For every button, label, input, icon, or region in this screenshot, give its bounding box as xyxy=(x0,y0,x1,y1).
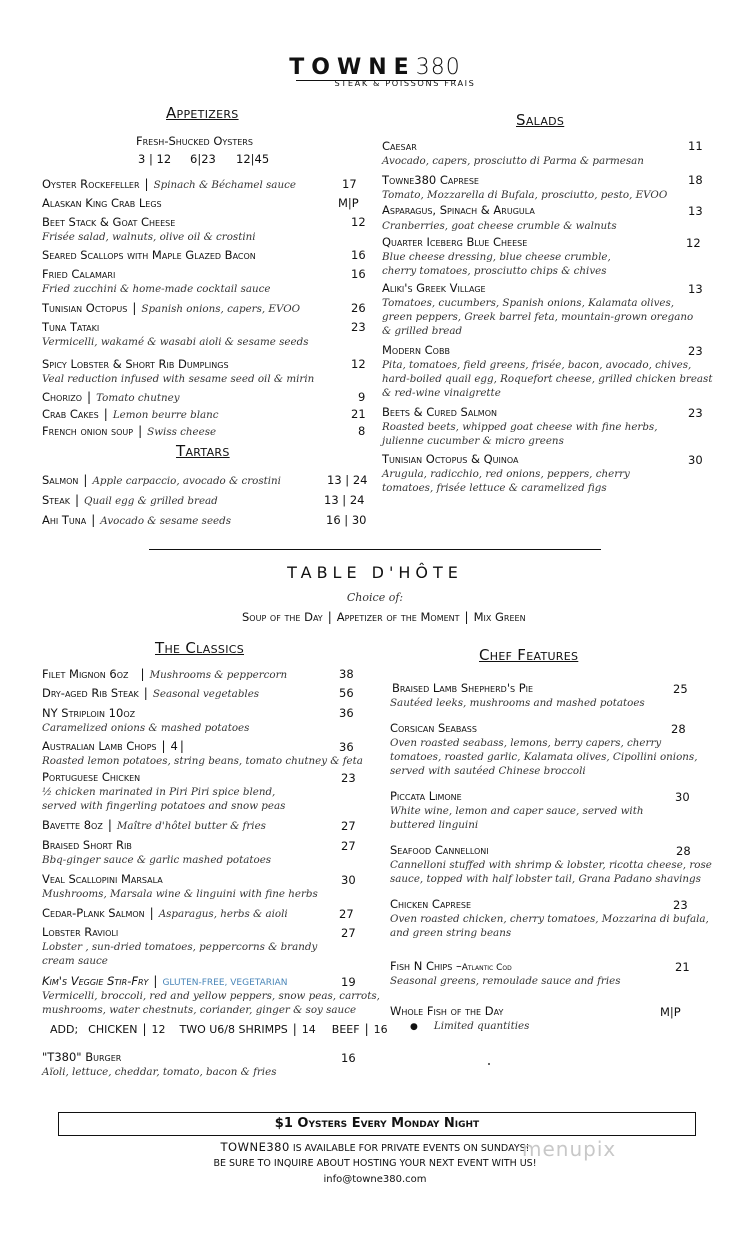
item-price: 17 xyxy=(342,177,357,191)
menu-item: Kim's Veggie Stir-Fry | GLUTEN-FREE, VEGETARIAN xyxy=(42,974,288,988)
item-tag: GLUTEN-FREE, VEGETARIAN xyxy=(162,978,288,988)
addon-shrimps: TWO U6/8 SHRIMPS xyxy=(179,1023,288,1036)
item-name: Fried Calamari xyxy=(42,267,116,281)
item-extra: 4 xyxy=(170,739,178,753)
item-name: Whole Fish of the Day xyxy=(390,1004,504,1018)
item-desc: Seasonal greens, remoulade sauce and fries xyxy=(390,975,621,987)
item-desc: Roasted beets, whipped goat cheese with fine herbs, xyxy=(382,421,658,433)
item-name: Asparagus, Spinach & Arugula xyxy=(382,203,535,217)
menu-item xyxy=(390,959,512,973)
item-desc: Vermicelli, wakamé & wasabi aioli & sesame seeds xyxy=(42,336,309,348)
item-desc: cherry tomatoes, prosciutto chips & chives xyxy=(382,265,607,277)
item-price: 21 xyxy=(675,960,690,974)
item-price: 30 xyxy=(688,453,703,467)
item-name: Towne380 Caprese xyxy=(382,173,479,187)
item-sub: Swiss cheese xyxy=(147,426,217,438)
item-price: 36 xyxy=(339,740,354,754)
item-desc: Oven roasted chicken, cherry tomatoes, Mozzarina di bufala, xyxy=(390,913,709,925)
item-desc: & red-wine vinaigrette xyxy=(382,387,501,399)
item-desc: Aïoli, lettuce, cheddar, tomato, bacon & fries xyxy=(42,1066,277,1078)
item-sub: Apple carpaccio, avocado & crostini xyxy=(92,475,281,487)
item-name: Veal Scallopini Marsala xyxy=(42,872,163,886)
item-price: 21 xyxy=(351,407,366,421)
item-desc: & grilled bread xyxy=(382,325,463,337)
table-dhote-choice: Choice of: xyxy=(346,591,404,604)
item-name: Chorizo xyxy=(42,390,83,404)
item-desc: served with fingerling potatoes and snow peas xyxy=(42,800,286,812)
item-desc: green peppers, Greek barrel feta, mountain-grown oregano xyxy=(382,311,694,323)
menu-item: Filet Mignon 6oz | Mushrooms & peppercorn xyxy=(42,667,288,681)
private-events-line xyxy=(0,1140,750,1154)
footer-line1: IS AVAILABLE FOR PRIVATE EVENTS ON SUNDAYS! xyxy=(289,1143,530,1154)
item-name: Beet Stack & Goat Cheese xyxy=(42,215,176,229)
item-price: 12 xyxy=(686,236,701,250)
item-price: 13 | 24 xyxy=(327,473,368,487)
item-bullet: Limited quantities xyxy=(433,1020,530,1032)
item-name: Seafood Cannelloni xyxy=(390,843,489,857)
item-desc: Mushrooms, Marsala wine & linguini with fine herbs xyxy=(42,888,318,900)
item-desc: Veal reduction infused with sesame seed oil & mirin xyxy=(42,373,315,385)
oysters-price-1: 3 | 12 xyxy=(138,152,172,166)
item-name: Oyster Rockefeller xyxy=(42,177,140,191)
item-desc: served with sautéed Chinese broccoli xyxy=(390,765,586,777)
bullet-dot-icon: ● xyxy=(410,1022,418,1032)
option-soup: Soup of the Day xyxy=(242,610,323,624)
footer-line2: BE SURE TO INQUIRE ABOUT HOSTING YOUR NEXT EVENT WITH US! xyxy=(213,1158,537,1169)
menu-item: Crab Cakes | Lemon beurre blanc xyxy=(42,407,219,421)
item-name: Tuna Tataki xyxy=(42,320,100,334)
item-desc: Caramelized onions & mashed potatoes xyxy=(42,722,250,734)
item-desc: Cranberries, goat cheese crumble & walnuts xyxy=(382,220,617,232)
tartars-title: Tartars xyxy=(176,442,230,460)
item-name: Tunisian Octopus xyxy=(42,301,128,315)
item-price: 12 xyxy=(351,215,366,229)
oysters-price-3: 12|45 xyxy=(236,152,270,166)
item-desc: ½ chicken marinated in Piri Piri spice blend, xyxy=(42,786,276,798)
item-name: Quarter Iceberg Blue Cheese xyxy=(382,235,528,249)
item-sub: Spanish onions, capers, EVOO xyxy=(141,303,301,315)
item-price: 27 xyxy=(341,839,356,853)
item-price: 18 xyxy=(688,173,703,187)
item-price: 13 xyxy=(688,282,703,296)
item-name: Braised Short Rib xyxy=(42,838,132,852)
item-price: 16 xyxy=(351,267,366,281)
item-price: 56 xyxy=(339,686,354,700)
item-name: Piccata Limone xyxy=(390,789,462,803)
item-name: Dry-aged Rib Steak xyxy=(42,686,139,700)
item-desc: Bbq-ginger sauce & garlic mashed potatoes xyxy=(42,854,272,866)
item-desc: hard-boiled quail egg, Roquefort cheese, grilled chicken breast xyxy=(382,373,713,385)
item-desc: White wine, lemon and caper sauce, served with xyxy=(390,805,644,817)
item-sub: Avocado & sesame seeds xyxy=(100,515,232,527)
item-desc: Vermicelli, broccoli, red and yellow peppers, snow peas, carrots, xyxy=(42,990,380,1002)
menu-item: Oyster Rockefeller | Spinach & Béchamel sauce xyxy=(42,177,296,191)
item-name: Portuguese Chicken xyxy=(42,770,141,784)
bullet-item xyxy=(410,1020,529,1032)
item-name: Tunisian Octopus & Quinoa xyxy=(382,452,519,466)
item-price: 12 xyxy=(351,357,366,371)
item-desc: Cannelloni stuffed with shrimp & lobster, ricotta cheese, rose xyxy=(390,859,712,871)
classics-title: The Classics xyxy=(155,639,245,657)
option-appetizer: Appetizer of the Moment xyxy=(336,610,460,624)
item-sub: Lemon beurre blanc xyxy=(112,409,219,421)
item-desc: Fried zucchini & home-made cocktail sauce xyxy=(42,283,271,295)
item-price: 9 xyxy=(358,390,366,404)
stray-dot xyxy=(488,1063,490,1065)
item-price: 28 xyxy=(671,722,686,736)
item-name: Seared Scallops with Maple Glazed Bacon xyxy=(42,248,256,262)
appetizers-title: Appetizers xyxy=(166,104,239,122)
item-name: Chicken Caprese xyxy=(390,897,472,911)
item-name: Salmon xyxy=(42,473,79,487)
item-price: 16 | 30 xyxy=(326,513,367,527)
brand-tagline: STEAK & POISSONS FRAIS xyxy=(334,78,476,88)
item-desc: julienne cucumber & micro greens xyxy=(382,435,564,447)
item-desc: Roasted lemon potatoes, string beans, tomato chutney & feta xyxy=(42,755,363,767)
item-name: Kim's Veggie Stir-Fry xyxy=(42,974,149,988)
item-name: Spicy Lobster & Short Rib Dumplings xyxy=(42,357,229,371)
addon-chicken: CHICKEN xyxy=(88,1023,138,1036)
item-sub: Asparagus, herbs & aioli xyxy=(158,908,288,920)
item-price: 13 xyxy=(688,204,703,218)
item-name: Steak xyxy=(42,493,70,507)
item-price: 13 | 24 xyxy=(324,493,365,507)
menu-item: Chorizo | Tomato chutney xyxy=(42,390,180,404)
item-desc: Tomato, Mozzarella di Bufala, prosciutto, pesto, EVOO xyxy=(382,189,668,201)
item-name: Braised Lamb Shepherd's Pie xyxy=(392,681,534,695)
item-price: 38 xyxy=(339,667,354,681)
footer-email[interactable]: info@towne380.com xyxy=(323,1174,427,1185)
addon-beef: BEEF xyxy=(331,1023,360,1036)
brand-number: 380 xyxy=(415,55,461,80)
item-sub: Mushrooms & peppercorn xyxy=(149,669,288,681)
item-price: 16 xyxy=(341,1051,356,1065)
menu-item: Steak | Quail egg & grilled bread xyxy=(42,493,218,507)
menu-item: Dry-aged Rib Steak | Seasonal vegetables xyxy=(42,686,260,700)
menu-item: Bavette 8oz | Maître d'hôtel butter & fries xyxy=(42,818,266,832)
item-desc: Sautéed leeks, mushrooms and mashed potatoes xyxy=(390,697,645,709)
menu-item: Salmon | Apple carpaccio, avocado & crostini xyxy=(42,473,281,487)
item-price: 27 xyxy=(341,819,356,833)
item-name: Cedar-Plank Salmon xyxy=(42,906,145,920)
section-divider xyxy=(149,549,601,550)
item-desc: and green string beans xyxy=(390,927,512,939)
item-desc: Tomatoes, cucumbers, Spanish onions, Kalamata olives, xyxy=(382,297,675,309)
item-desc: Lobster , sun-dried tomatoes, peppercorns & brandy xyxy=(42,941,318,953)
item-desc: Arugula, radicchio, red onions, peppers, cherry xyxy=(382,468,630,480)
menu-item: Cedar-Plank Salmon | Asparagus, herbs & aioli xyxy=(42,906,288,920)
option-mix-green: Mix Green xyxy=(473,610,526,624)
item-sub: Quail egg & grilled bread xyxy=(84,495,218,507)
item-name: NY Striploin 10oz xyxy=(42,706,136,720)
item-name: Ahi Tuna xyxy=(42,513,87,527)
item-desc: Oven roasted seabass, lemons, berry capers, cherry xyxy=(390,737,662,749)
promo-banner-text: $1 Oysters Every Monday Night xyxy=(274,1116,480,1131)
item-price: 19 xyxy=(341,975,356,989)
item-name: Modern Cobb xyxy=(382,343,450,357)
item-price: 23 xyxy=(341,771,356,785)
oysters-price-2: 6|23 xyxy=(190,152,216,166)
item-desc: Frisée salad, walnuts, olive oil & crostini xyxy=(42,231,256,243)
item-price: 27 xyxy=(339,907,354,921)
item-desc: cream sauce xyxy=(42,955,108,967)
watermark: menupix xyxy=(522,1137,617,1161)
salads-title: Salads xyxy=(516,111,565,129)
addon-chicken-price: 12 xyxy=(151,1023,166,1036)
item-price: M|P xyxy=(338,196,359,210)
item-name: Filet Mignon 6oz xyxy=(42,667,129,681)
item-name: Aliki's Greek Village xyxy=(382,281,486,295)
item-price: 23 xyxy=(351,320,366,334)
menu-item: Australian Lamb Chops | 4 | xyxy=(42,739,184,753)
item-name: "T380" Burger xyxy=(42,1050,122,1064)
item-name: Beets & Cured Salmon xyxy=(382,405,497,419)
item-name: Crab Cakes xyxy=(42,407,99,421)
item-desc: Avocado, capers, prosciutto di Parma & parmesan xyxy=(382,155,644,167)
item-name: French onion soup xyxy=(42,424,134,438)
menu-item: French onion soup | Swiss cheese xyxy=(42,424,217,438)
item-sub: Maître d'hôtel butter & fries xyxy=(116,820,266,832)
item-desc: tomatoes, roasted garlic, Kalamata olives, Cipollini onions, xyxy=(390,751,698,763)
item-name: Bavette 8oz xyxy=(42,818,103,832)
item-sub: Tomato chutney xyxy=(96,392,180,404)
item-price: 36 xyxy=(339,706,354,720)
item-price: 23 xyxy=(688,406,703,420)
item-desc: Pita, tomatoes, field greens, frisée, bacon, avocado, chives, xyxy=(382,359,692,371)
item-sub: Spinach & Béchamel sauce xyxy=(153,179,296,191)
addon-beef-price: 16 xyxy=(373,1023,388,1036)
footer-brand: TOWNE380 xyxy=(220,1140,290,1154)
item-name: Caesar xyxy=(382,139,417,153)
brand-name: TOWNE xyxy=(289,55,416,80)
menu-item: Tunisian Octopus | Spanish onions, capers, EVOO xyxy=(42,301,301,315)
promo-banner xyxy=(58,1112,696,1136)
item-name: Lobster Ravioli xyxy=(42,925,119,939)
item-name: Australian Lamb Chops xyxy=(42,739,157,753)
item-desc: tomatoes, frisée lettuce & caramelized figs xyxy=(382,482,607,494)
item-price: 28 xyxy=(676,844,691,858)
item-price: 30 xyxy=(341,873,356,887)
item-price: M|P xyxy=(660,1005,681,1019)
chef-features-title: Chef Features xyxy=(479,646,579,664)
item-desc: sauce, topped with half lobster tail, Grana Padano shavings xyxy=(390,873,701,885)
item-price: 23 xyxy=(673,898,688,912)
item-desc: Blue cheese dressing, blue cheese crumble, xyxy=(382,251,611,263)
item-price: 30 xyxy=(675,790,690,804)
addon-shrimps-price: 14 xyxy=(301,1023,316,1036)
item-price: 23 xyxy=(688,344,703,358)
item-tag: Atlantic Cod xyxy=(461,963,512,973)
item-price: 16 xyxy=(351,248,366,262)
menu-item: Ahi Tuna | Avocado & sesame seeds xyxy=(42,513,232,527)
addons-label: ADD; xyxy=(50,1023,79,1036)
item-desc: mushrooms, water chestnuts, coriander, ginger & soy sauce xyxy=(42,1004,357,1016)
item-sub: Seasonal vegetables xyxy=(152,688,260,700)
item-price: 27 xyxy=(341,926,356,940)
addons-row: ADD; CHICKEN | 12 TWO U6/8 SHRIMPS | 14 BEEF | 16 xyxy=(50,1022,388,1036)
item-price: 26 xyxy=(351,301,366,315)
item-price: 8 xyxy=(358,424,366,438)
item-name: Fish N Chips – xyxy=(390,959,462,973)
item-price: 11 xyxy=(688,139,703,153)
oysters-name: Fresh-Shucked Oysters xyxy=(136,134,253,148)
table-dhote-title: TABLE D'HÔTE xyxy=(287,563,463,582)
item-name: Alaskan King Crab Legs xyxy=(42,196,162,210)
brand-logo xyxy=(0,55,750,88)
item-desc: buttered linguini xyxy=(390,819,479,831)
item-name: Corsican Seabass xyxy=(390,721,477,735)
table-dhote-options: Soup of the Day | Appetizer of the Moment | Mix Green xyxy=(242,610,526,624)
item-price: 25 xyxy=(673,682,688,696)
